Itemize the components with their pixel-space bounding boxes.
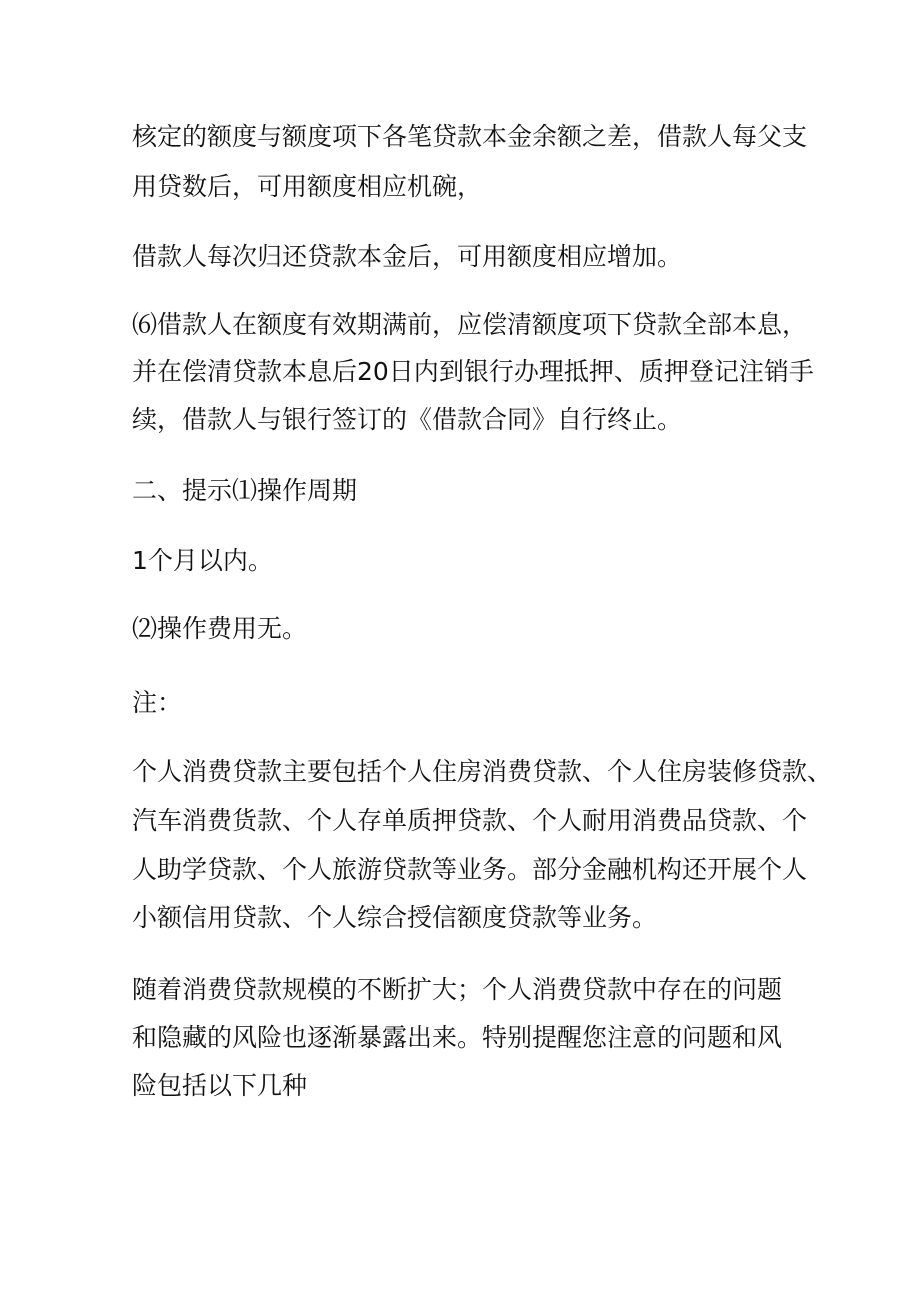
paragraph-1-line-2: 用贷数后，可用额度相应机碗， <box>132 172 483 201</box>
operation-period-value: 1个月以内。 <box>132 546 273 575</box>
section-heading-tips: 二、提示⑴操作周期 <box>132 476 358 505</box>
note-label: 注： <box>132 688 183 717</box>
paragraph-3-line-1: ⑹借款人在额度有效期满前，应偿清额度项下贷款全部本息， <box>132 310 808 339</box>
paragraph-3-line-2: 并在偿清贷款本息后20日内到银行办理抵押、质押登记注销手 <box>132 357 814 386</box>
operation-fee-line: ⑵操作费用无。 <box>132 614 308 643</box>
paragraph-risk-line-2: 和隐藏的风险也逐渐暴露出来。特别提醒您注意的问题和风 <box>132 1023 783 1052</box>
paragraph-note-line-1: 个人消费贷款主要包括个人住房消费贷款、个人住房装修贷款、 <box>132 757 833 786</box>
paragraph-3-line-3: 续，借款人与银行签订的《借款合同》自行终止。 <box>132 405 683 434</box>
paragraph-note-line-2: 汽车消费货款、个人存单质押贷款、个人耐用消费品贷款、个 <box>132 806 808 835</box>
paragraph-2-line-1: 借款人每次归还贷款本金后，可用额度相应增加。 <box>132 242 683 271</box>
paragraph-note-line-3: 人助学贷款、个人旅游贷款等业务。部分金融机构还开展个人 <box>132 855 808 884</box>
paragraph-1-line-1: 核定的额度与额度项下各笔贷款本金余额之差，借款人每父支 <box>132 122 808 151</box>
paragraph-note-line-4: 小额信用贷款、个人综合授信额度贷款等业务。 <box>132 903 658 932</box>
paragraph-risk-line-3: 险包括以下几种 <box>132 1071 308 1100</box>
paragraph-risk-line-1: 随着消费贷款规模的不断扩大；个人消费贷款中存在的问题 <box>132 975 783 1004</box>
